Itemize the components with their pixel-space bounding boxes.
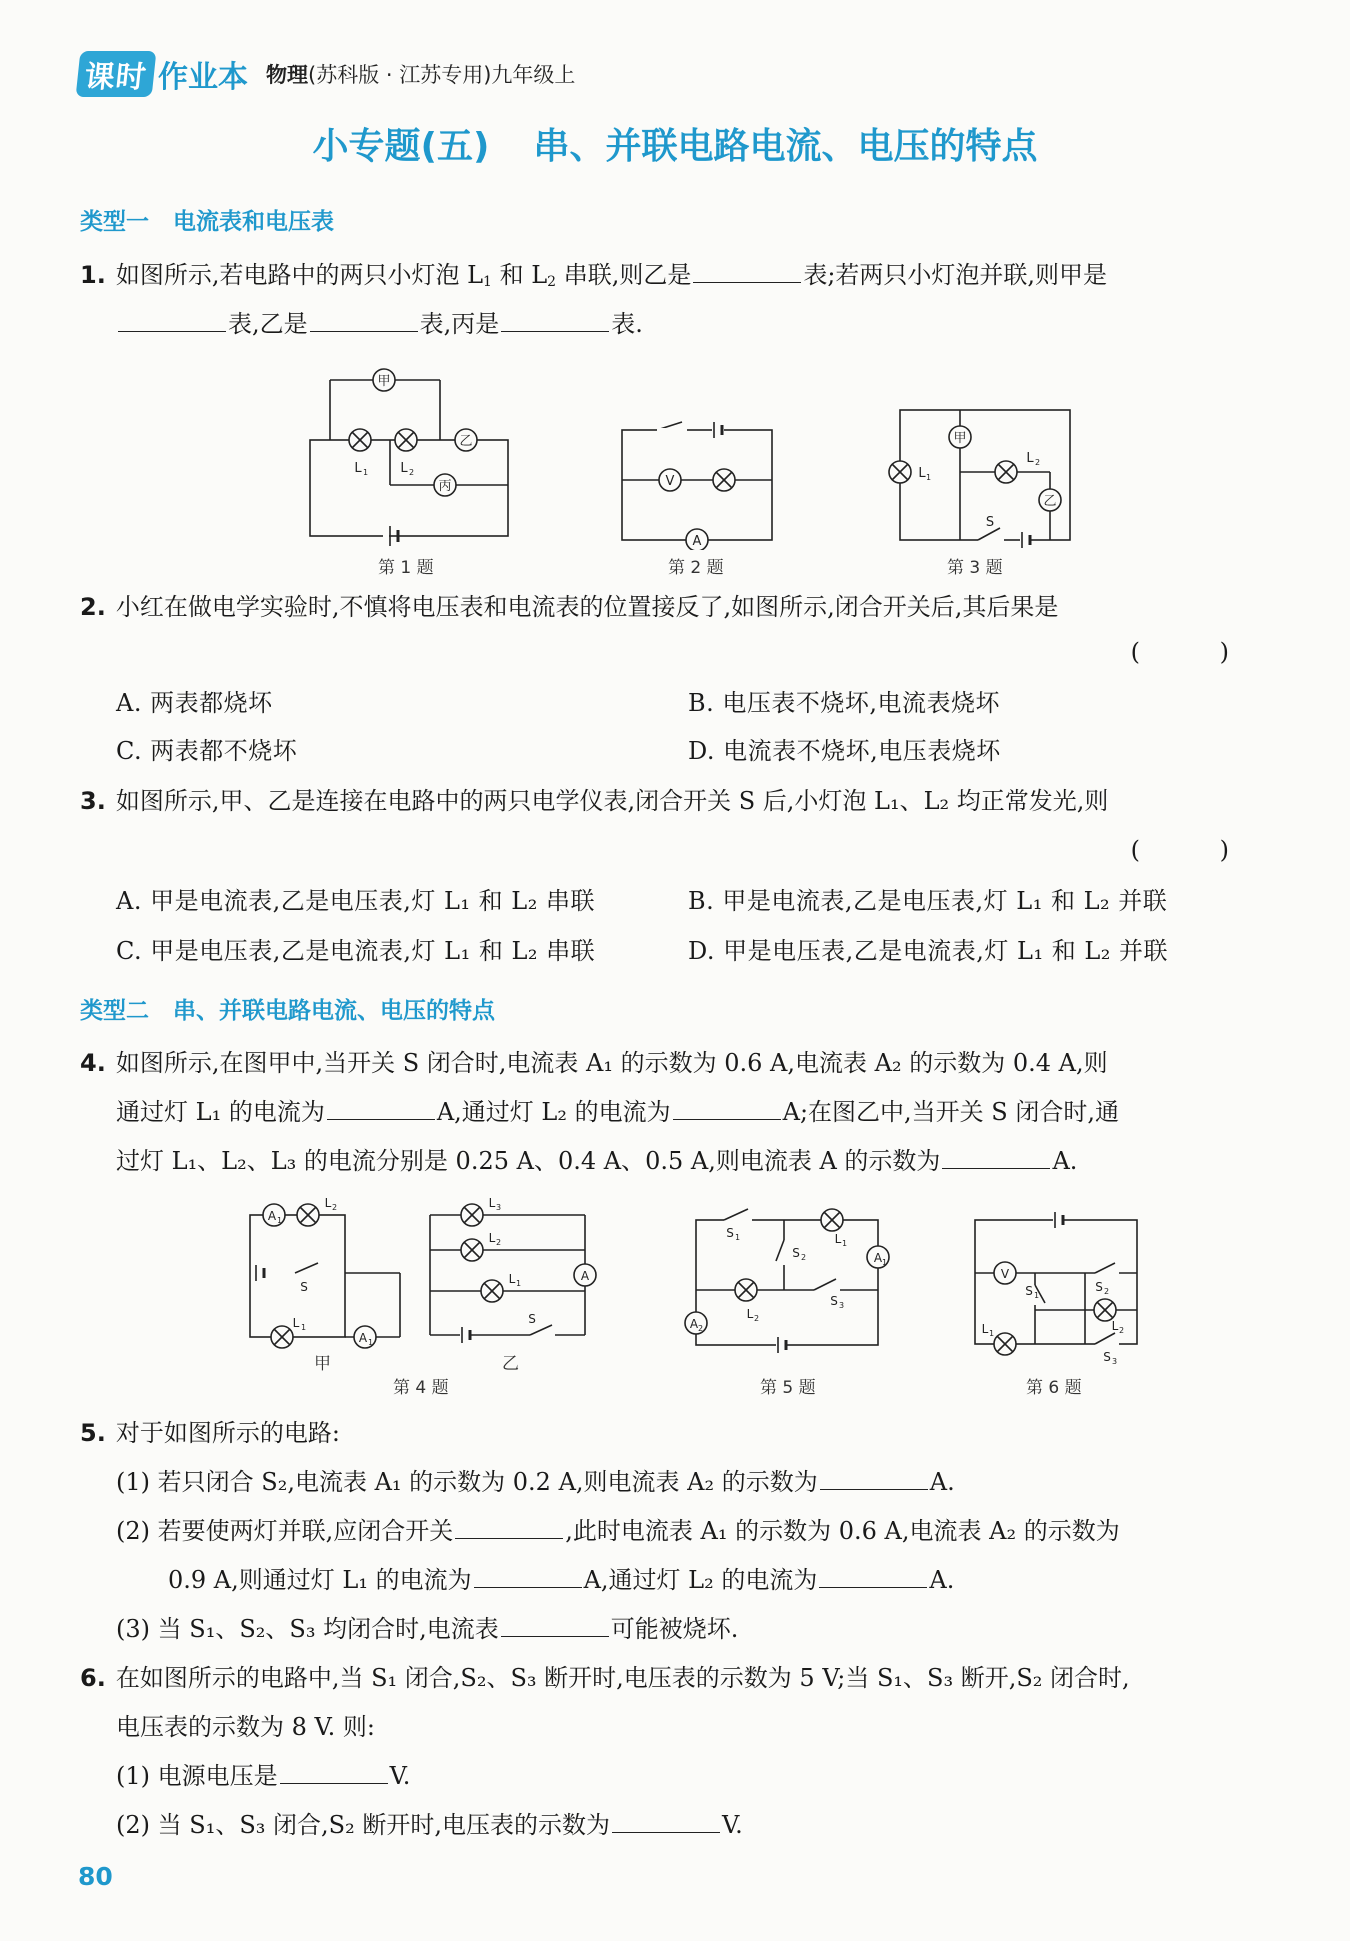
q2-option-c[interactable]: C. 两表都不烧坏 bbox=[116, 737, 298, 765]
svg-text:S: S bbox=[1095, 1280, 1103, 1294]
answer-blank[interactable] bbox=[118, 309, 226, 332]
q4-text: 过灯 L₁、L₂、L₃ 的电流分别是 0.25 A、0.4 A、0.5 A,则电流表 A 的示数为 bbox=[116, 1147, 941, 1175]
svg-text:V: V bbox=[1000, 1267, 1010, 1281]
svg-text:2: 2 bbox=[1119, 1326, 1125, 1335]
q2-option-a[interactable]: A. 两表都烧坏 bbox=[116, 689, 273, 717]
section-name: 电流表和电压表 bbox=[173, 209, 334, 235]
svg-text:S: S bbox=[792, 1246, 800, 1260]
svg-text:甲: 甲 bbox=[377, 374, 391, 389]
svg-text:1: 1 bbox=[277, 1216, 283, 1225]
answer-blank[interactable] bbox=[612, 1810, 720, 1833]
q5-part-2 bbox=[116, 1516, 1306, 1546]
svg-text:V: V bbox=[665, 474, 675, 489]
svg-text:S: S bbox=[300, 1280, 308, 1294]
q6-text: (1) 电源电压是 bbox=[116, 1762, 278, 1790]
svg-text:L: L bbox=[324, 1196, 332, 1210]
q1-line-2 bbox=[116, 309, 1306, 339]
q1-text: 如图所示,若电路中的两只小灯泡 L bbox=[115, 261, 484, 289]
figure-caption: 第 5 题 bbox=[760, 1378, 816, 1398]
q6-text: V. bbox=[721, 1811, 743, 1839]
q1-text: 表. bbox=[611, 310, 643, 338]
q5-text: (3) 当 S₁、S₂、S₃ 均闭合时,电流表 bbox=[116, 1615, 499, 1643]
svg-text:S: S bbox=[528, 1312, 536, 1326]
svg-text:2: 2 bbox=[1035, 458, 1041, 467]
svg-text:乙: 乙 bbox=[459, 434, 473, 449]
q5-text: A. bbox=[929, 1468, 955, 1496]
q4-text: A,通过灯 L₂ 的电流为 bbox=[436, 1098, 671, 1126]
q4-text: A. bbox=[1052, 1147, 1078, 1175]
svg-text:2: 2 bbox=[332, 1203, 338, 1212]
question-number: 3. bbox=[80, 787, 106, 815]
q2-option-b[interactable]: B. 电压表不烧坏,电流表烧坏 bbox=[688, 689, 1001, 717]
q5-text: A. bbox=[929, 1566, 955, 1594]
svg-text:L: L bbox=[400, 461, 408, 476]
section-label: 类型一 bbox=[80, 209, 149, 235]
answer-blank[interactable] bbox=[942, 1146, 1050, 1169]
answer-blank[interactable] bbox=[501, 1614, 609, 1637]
q5-text: 0.9 A,则通过灯 L₁ 的电流为 bbox=[168, 1566, 472, 1594]
svg-text:S: S bbox=[830, 1294, 838, 1308]
q4-line-3 bbox=[116, 1146, 1306, 1176]
answer-blank[interactable] bbox=[310, 309, 418, 332]
q5-text: ,此时电流表 A₁ 的示数为 0.6 A,电流表 A₂ 的示数为 bbox=[565, 1517, 1120, 1545]
q2-option-d[interactable]: D. 电流表不烧坏,电压表烧坏 bbox=[688, 737, 1001, 765]
svg-text:L: L bbox=[292, 1316, 300, 1330]
q1-text: 表,乙是 bbox=[228, 310, 308, 338]
q3-option-a[interactable]: A. 甲是电流表,乙是电压表,灯 L₁ 和 L₂ 串联 bbox=[116, 887, 595, 915]
svg-text:L: L bbox=[508, 1272, 516, 1286]
svg-text:L: L bbox=[1111, 1319, 1119, 1333]
q2-stem bbox=[80, 592, 1270, 622]
svg-text:1: 1 bbox=[1034, 1291, 1040, 1300]
q1-text: 表;若两只小灯泡并联,则甲是 bbox=[803, 261, 1108, 289]
svg-text:1: 1 bbox=[926, 473, 932, 482]
answer-blank[interactable] bbox=[455, 1516, 563, 1539]
q3-option-d[interactable]: D. 甲是电压表,乙是电流表,灯 L₁ 和 L₂ 并联 bbox=[688, 937, 1169, 965]
svg-text:L: L bbox=[488, 1231, 496, 1245]
svg-text:L: L bbox=[1026, 451, 1034, 466]
question-number: 2. bbox=[80, 593, 106, 621]
answer-bracket[interactable]: ( ) bbox=[1130, 836, 1265, 864]
q1-text: 和 L bbox=[491, 261, 548, 289]
svg-text:A: A bbox=[689, 1317, 699, 1331]
question-number: 5. bbox=[80, 1419, 106, 1447]
svg-text:2: 2 bbox=[409, 468, 415, 477]
svg-text:2: 2 bbox=[496, 1238, 502, 1247]
svg-text:1: 1 bbox=[301, 1323, 307, 1332]
subject: 物理 bbox=[266, 63, 308, 87]
q4-line-1 bbox=[80, 1048, 1270, 1078]
circuit-diagram-fig5 bbox=[684, 1195, 894, 1365]
q6-part-1 bbox=[116, 1761, 1306, 1791]
svg-text:L: L bbox=[918, 466, 926, 481]
svg-text:L: L bbox=[981, 1322, 989, 1336]
svg-text:1: 1 bbox=[368, 1338, 374, 1347]
svg-text:1: 1 bbox=[989, 1329, 995, 1338]
figure-caption: 第 2 题 bbox=[668, 558, 724, 578]
q5-text: 可能被烧坏. bbox=[610, 1615, 739, 1643]
svg-text:3: 3 bbox=[1112, 1357, 1118, 1365]
page-number: 80 bbox=[78, 1862, 113, 1891]
q5-part-3 bbox=[116, 1614, 1306, 1644]
svg-text:A: A bbox=[358, 1331, 368, 1345]
q6-text: V. bbox=[389, 1762, 411, 1790]
q6-line-1 bbox=[80, 1663, 1270, 1693]
q5-text: 对于如图所示的电路: bbox=[115, 1419, 340, 1447]
svg-text:2: 2 bbox=[754, 1314, 760, 1323]
svg-text:S: S bbox=[985, 515, 995, 530]
circuit-diagram-fig6 bbox=[965, 1205, 1145, 1365]
figure-caption: 甲 bbox=[314, 1354, 331, 1374]
question-number: 6. bbox=[80, 1664, 106, 1692]
q4-text: A;在图乙中,当开关 S 闭合时,通 bbox=[782, 1098, 1119, 1126]
q1-line-1: 1. 如图所示,若电路中的两只小灯泡 $L_1$ 和 $L_2$ 串联,则乙是 表;若两只小灯泡并联,则甲是 bbox=[80, 261, 1108, 290]
q1-text: 串联,则乙是 bbox=[556, 261, 692, 289]
figure-caption: 第 4 题 bbox=[393, 1378, 449, 1398]
series-logo-text: 作业本 bbox=[158, 60, 248, 95]
q5-stem bbox=[80, 1418, 1270, 1448]
q5-part-2-cont bbox=[168, 1565, 1350, 1595]
edition: (苏科版 · 江苏专用)九年级上 bbox=[308, 63, 576, 87]
figure-caption: 第 1 题 bbox=[378, 558, 434, 578]
svg-text:A: A bbox=[692, 534, 702, 549]
svg-text:3: 3 bbox=[496, 1203, 502, 1212]
svg-text:A: A bbox=[267, 1209, 277, 1223]
answer-blank[interactable] bbox=[501, 309, 609, 332]
q6-text: (2) 当 S₁、S₃ 闭合,S₂ 断开时,电压表的示数为 bbox=[116, 1811, 610, 1839]
q3-option-b[interactable]: B. 甲是电流表,乙是电压表,灯 L₁ 和 L₂ 并联 bbox=[688, 887, 1168, 915]
svg-text:2: 2 bbox=[801, 1253, 807, 1262]
q5-text: (1) 若只闭合 S₂,电流表 A₁ 的示数为 0.2 A,则电流表 A₂ 的示数为 bbox=[116, 1468, 818, 1496]
svg-text:乙: 乙 bbox=[1043, 494, 1057, 509]
title-topic-number: 小专题(五) bbox=[312, 126, 490, 167]
q3-option-c[interactable]: C. 甲是电压表,乙是电流表,灯 L₁ 和 L₂ 串联 bbox=[116, 937, 596, 965]
q4-line-2 bbox=[116, 1097, 1306, 1127]
q6-line-2 bbox=[116, 1712, 1306, 1742]
series-logo: 课时 bbox=[76, 51, 157, 97]
svg-text:2: 2 bbox=[698, 1324, 704, 1333]
q6-text: 在如图所示的电路中,当 S₁ 闭合,S₂、S₃ 断开时,电压表的示数为 5 V;当 S₁、S₃ 断开,S₂ 闭合时, bbox=[115, 1664, 1130, 1692]
circuit-diagram-fig4-jia bbox=[240, 1195, 405, 1355]
question-number: 1. bbox=[80, 261, 106, 289]
figure-caption: 乙 bbox=[502, 1354, 519, 1374]
answer-blank[interactable] bbox=[673, 1097, 781, 1120]
book-subtitle bbox=[266, 59, 575, 89]
q1-text: 表,丙是 bbox=[419, 310, 500, 338]
svg-text:1: 1 bbox=[882, 1258, 888, 1267]
svg-text:L: L bbox=[746, 1307, 754, 1321]
circuit-diagram-fig4-yi bbox=[420, 1195, 610, 1355]
answer-blank[interactable] bbox=[280, 1761, 388, 1784]
figure-caption: 第 6 题 bbox=[1026, 1378, 1082, 1398]
svg-text:1: 1 bbox=[363, 468, 369, 477]
q6-part-2 bbox=[116, 1810, 1306, 1840]
svg-text:L: L bbox=[488, 1196, 496, 1210]
circuit-diagram-fig3 bbox=[880, 400, 1080, 550]
answer-blank[interactable] bbox=[327, 1097, 435, 1120]
svg-text:S: S bbox=[1025, 1284, 1033, 1298]
svg-text:L: L bbox=[834, 1232, 842, 1246]
svg-text:甲: 甲 bbox=[953, 431, 967, 446]
q6-text: 电压表的示数为 8 V. 则: bbox=[116, 1713, 376, 1741]
answer-blank[interactable] bbox=[820, 1467, 928, 1490]
svg-text:3: 3 bbox=[839, 1301, 845, 1310]
svg-text:S: S bbox=[1103, 1350, 1111, 1364]
q2-text: 小红在做电学实验时,不慎将电压表和电流表的位置接反了,如图所示,闭合开关后,其后果是 bbox=[115, 593, 1059, 621]
q4-text: 如图所示,在图甲中,当开关 S 闭合时,电流表 A₁ 的示数为 0.6 A,电流表 A₂ 的示数为 0.4 A,则 bbox=[115, 1049, 1108, 1077]
svg-text:A: A bbox=[580, 1269, 590, 1283]
svg-text:A: A bbox=[873, 1251, 883, 1265]
q3-text: 如图所示,甲、乙是连接在电路中的两只电学仪表,闭合开关 S 后,小灯泡 L₁、L₂ 均正常发光,则 bbox=[115, 787, 1109, 815]
section-heading-type2 bbox=[80, 992, 495, 1025]
svg-text:L: L bbox=[354, 461, 362, 476]
section-heading-type1 bbox=[80, 203, 334, 236]
answer-bracket[interactable]: ( ) bbox=[1130, 638, 1265, 666]
q3-stem bbox=[80, 786, 1270, 816]
svg-text:1: 1 bbox=[516, 1279, 522, 1288]
svg-text:2: 2 bbox=[1104, 1287, 1110, 1296]
answer-blank[interactable] bbox=[474, 1565, 582, 1588]
section-name: 串、并联电路电流、电压的特点 bbox=[173, 998, 495, 1024]
figure-caption: 第 3 题 bbox=[947, 558, 1003, 578]
page-title bbox=[0, 118, 1350, 169]
answer-blank[interactable] bbox=[819, 1565, 927, 1588]
svg-text:S: S bbox=[726, 1226, 734, 1240]
title-topic: 串、并联电路电流、电压的特点 bbox=[533, 126, 1038, 167]
svg-text:1: 1 bbox=[735, 1233, 741, 1242]
page-header bbox=[78, 52, 575, 96]
q5-part-1 bbox=[116, 1467, 1306, 1497]
svg-text:丙: 丙 bbox=[438, 479, 452, 494]
q5-text: (2) 若要使两灯并联,应闭合开关 bbox=[116, 1517, 454, 1545]
circuit-diagram-fig1 bbox=[300, 360, 530, 550]
q4-text: 通过灯 L₁ 的电流为 bbox=[116, 1098, 325, 1126]
svg-text:1: 1 bbox=[842, 1239, 848, 1248]
question-number: 4. bbox=[80, 1049, 106, 1077]
answer-blank[interactable] bbox=[693, 260, 801, 283]
section-label: 类型二 bbox=[80, 998, 149, 1024]
circuit-diagram-fig2 bbox=[612, 410, 782, 550]
q5-text: A,通过灯 L₂ 的电流为 bbox=[583, 1566, 818, 1594]
